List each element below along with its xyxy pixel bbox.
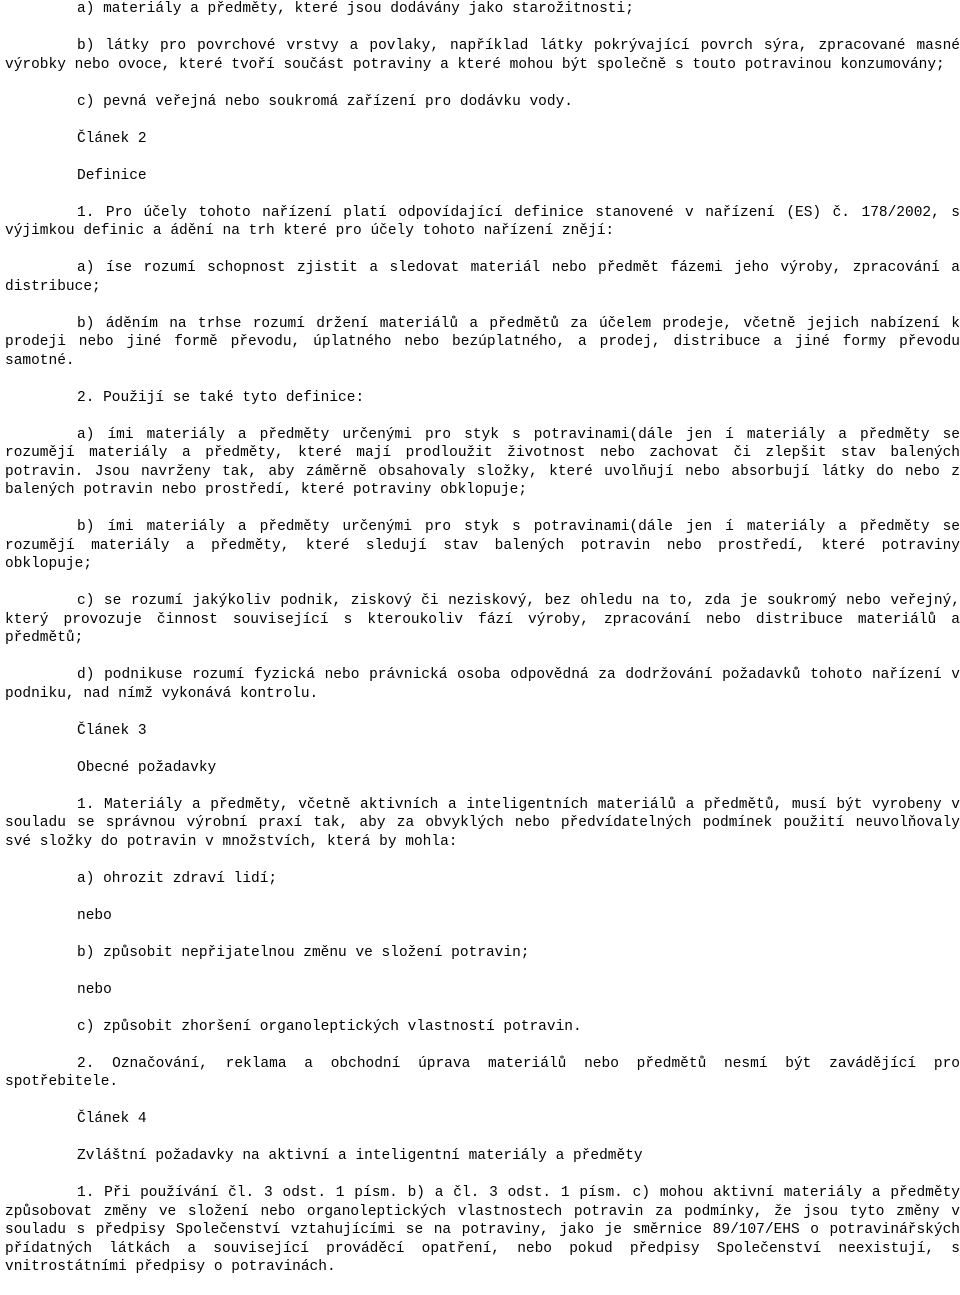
paragraph-definition-a: a) íse rozumí schopnost zjistit a sledovat materiál nebo předmět fázemi jeho výroby, zpracování a distribuce; — [5, 260, 960, 295]
article-3-title: Obecné požadavky — [77, 759, 217, 776]
article-4-title: Zvláštní požadavky na aktivní a inteligentní materiály a předměty — [77, 1148, 643, 1164]
article-2-heading: Článek 2 — [77, 130, 147, 147]
paragraph-requirement-a: a) ohrozit zdraví lidí; — [77, 870, 278, 887]
paragraph-exclusion-a: a) materiály a předměty, které jsou dodávány jako starožitnosti; — [77, 1, 634, 17]
paragraph-definition-2a: a) ími materiály a předměty určenými pro styk s potravinami(dále jen í materiály a předměty se rozumějí materiály a předměty, které mají prodloužit životnost nebo zachovat či zlepšit stav balených potravin. Jsou navrženy tak, aby záměrně obsahovaly složky, které uvolňují nebo absorbují látky do nebo z balených potravin nebo prostředí, které potraviny obklopuje; — [5, 426, 960, 498]
paragraph-requirements-1: 1. Materiály a předměty, včetně aktivních a inteligentních materiálů a předmětů, musí být vyrobeny v souladu se správnou výrobní praxí tak, aby za obvyklých nebo předvídatelných podmínek použití neuvolňovaly své složky do potravin v množstvích, která by mohla: — [5, 796, 960, 850]
paragraph-definition-2b: b) ími materiály a předměty určenými pro styk s potravinami(dále jen í materiály a předměty se rozumějí materiály a předměty, které sledují stav balených potravin nebo prostředí, které potraviny obklopuje; — [5, 519, 960, 572]
paragraph-or-2: nebo — [77, 981, 112, 998]
article-3-heading: Článek 3 — [77, 722, 147, 739]
article-4-heading: Článek 4 — [77, 1111, 147, 1127]
document-page — [5, 0, 960, 1295]
paragraph-requirements-2: 2. Označování, reklama a obchodní úprava materiálů nebo předmětů nesmí být zavádějící pro spotřebitele. — [5, 1055, 960, 1090]
paragraph-requirement-c: c) způsobit zhoršení organoleptických vlastností potravin. — [77, 1018, 582, 1035]
paragraph-or-1: nebo — [77, 907, 112, 924]
paragraph-definitions-2: 2. Použijí se také tyto definice: — [77, 389, 365, 406]
paragraph-requirement-b: b) způsobit nepřijatelnou změnu ve složení potravin; — [77, 944, 530, 961]
paragraph-definition-2d: d) podnikuse rozumí fyzická nebo právnická osoba odpovědná za dodržování požadavků tohoto nařízení v podniku, nad nímž vykonává kontrolu. — [5, 667, 960, 702]
paragraph-definitions-1: 1. Pro účely tohoto nařízení platí odpovídající definice stanovené v nařízení (ES) č. 178/2002, s výjimkou definic a ádění na trh které pro účely tohoto nařízení znějí: — [5, 204, 960, 239]
paragraph-exclusion-b: b) látky pro povrchové vrstvy a povlaky, například látky pokrývající povrch sýra, zpracované masné výrobky nebo ovoce, které tvoří součást potraviny a které mohou být společně s touto potravinou konzumovány; — [5, 38, 960, 73]
article-2-title: Definice — [77, 167, 147, 184]
paragraph-definition-2c: c) se rozumí jakýkoliv podnik, ziskový či neziskový, bez ohledu na to, zda je soukromý nebo veřejný, který provozuje činnost související s kteroukoliv fází výroby, zpracování nebo distribuce materiálů a předmětů; — [5, 593, 960, 646]
paragraph-exclusion-c: c) pevná veřejná nebo soukromá zařízení pro dodávku vody. — [77, 93, 573, 110]
paragraph-definition-b: b) áděním na trhse rozumí držení materiálů a předmětů za účelem prodeje, včetně jejich nabízení k prodeji nebo jiné formě převodu, úplatného nebo bezúplatného, a prodej, distribuce a jiné formy převodu samotné. — [5, 315, 960, 369]
paragraph-special-1: 1. Při používání čl. 3 odst. 1 písm. b) a čl. 3 odst. 1 písm. c) mohou aktivní materiály a předměty způsobovat změny ve složení nebo organoleptických vlastnostech potravin za podmínky, že jsou tyto změny v souladu s předpisy Společenství vztahujícími se na potraviny, jako je směrnice 89/107/EHS o potravinářských přídatných látkách a související prováděcí opatření, nebo pokud předpisy Společenství neexistují, s vnitrostátními předpisy o potravinách. — [5, 1185, 960, 1275]
